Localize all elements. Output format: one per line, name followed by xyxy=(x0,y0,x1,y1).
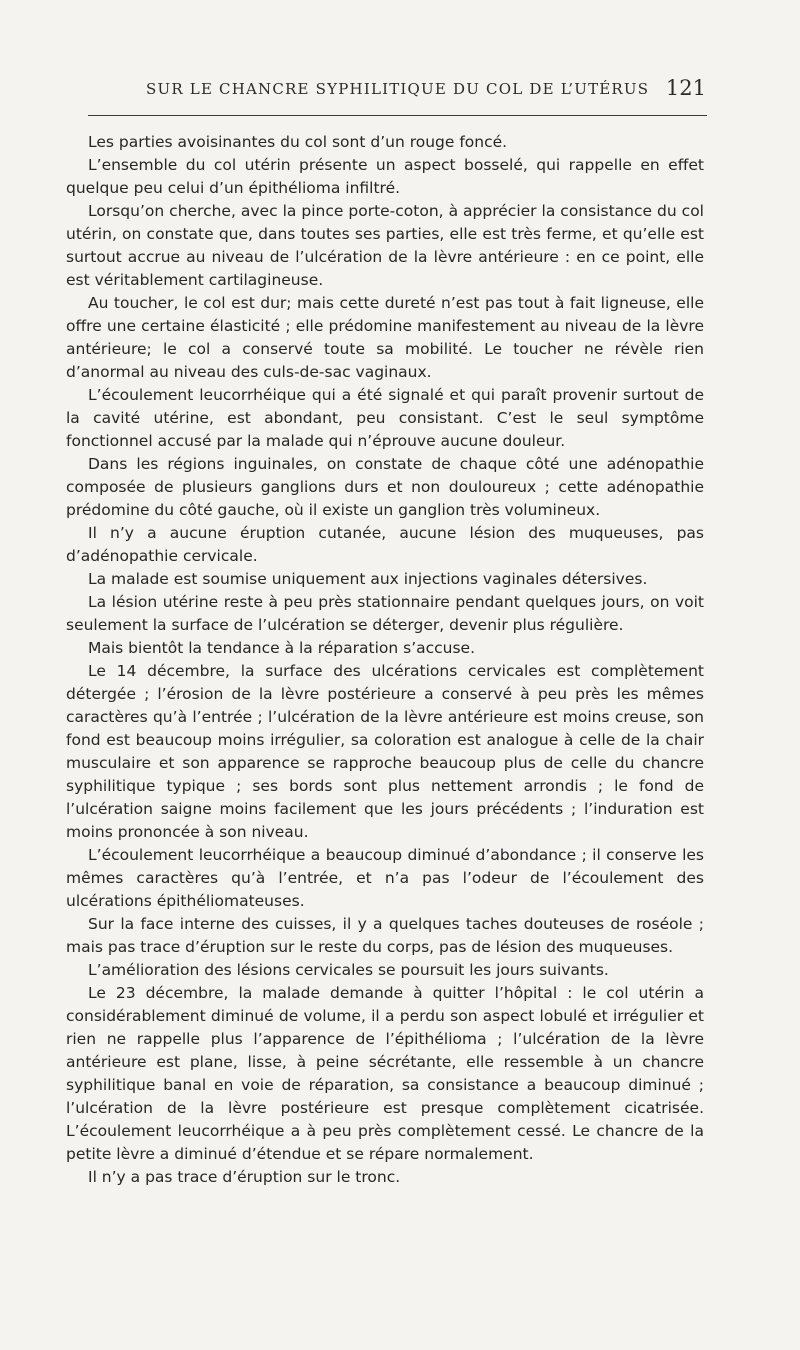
paragraph: Il n’y a pas trace d’éruption sur le tronc. xyxy=(88,1168,401,1186)
paragraph: Au toucher, le col est dur; mais cette dureté n’est pas tout à fait ligneuse, elle offre une certaine élasticité ; elle prédomine manifestement au niveau de la lèvre antérieure; le col a conservé toute sa mobilité. Le toucher ne révèle rien d’anormal au niveau des culs-de-sac vaginaux. xyxy=(66,294,704,381)
page-number: 121 xyxy=(665,76,706,100)
paragraph: Il n’y a aucune éruption cutanée, aucune lésion des muqueuses, pas d’adénopathie cervicale. xyxy=(66,524,704,565)
paragraph: Les parties avoisinantes du col sont d’un rouge foncé. xyxy=(88,133,508,151)
paragraph: L’ensemble du col utérin présente un aspect bosselé, qui rappelle en effet quelque peu celui d’un épithélioma infiltré. xyxy=(66,156,704,197)
paragraph: Le 14 décembre, la surface des ulcérations cervicales est complètement détergée ; l’érosion de la lèvre postérieure a conservé à peu près les mêmes caractères qu’à l’entrée ; l’ulcération de la lèvre antérieure est moins creuse, son fond est beaucoup moins irrégulier, sa coloration est analogue à celle de la chair musculaire et son apparence se rapproche beaucoup plus de celle du chancre syphilitique typique ; ses bords sont plus nettement arrondis ; le fond de l’ulcération saigne moins facilement que les jours précédents ; l’induration est moins prononcée à son niveau. xyxy=(66,662,704,841)
paragraph: Sur la face interne des cuisses, il y a quelques taches douteuses de roséole ; mais pas trace d’éruption sur le reste du corps, pas de lésion des muqueuses. xyxy=(66,915,704,956)
paragraph: La lésion utérine reste à peu près stationnaire pendant quelques jours, on voit seulement la surface de l’ulcération se déterger, devenir plus régulière. xyxy=(66,593,704,634)
paragraph: Dans les régions inguinales, on constate de chaque côté une adénopathie composée de plusieurs ganglions durs et non douloureux ; cette adénopathie prédomine du côté gauche, où il existe un ganglion très volumineux. xyxy=(66,455,704,519)
paragraph: Lorsqu’on cherche, avec la pince porte-coton, à apprécier la consistance du col utérin, on constate que, dans toutes ses parties, elle est très ferme, et qu’elle est surtout accrue au niveau de l’ulcération de la lèvre antérieure : en ce point, elle est véritablement cartilagineuse. xyxy=(66,202,704,289)
paragraph: L’écoulement leucorrhéique a beaucoup diminué d’abondance ; il conserve les mêmes caractères qu’à l’entrée, et n’a pas l’odeur de l’écoulement des ulcérations épithéliomateuses. xyxy=(66,846,704,910)
running-title: SUR LE CHANCRE SYPHILITIQUE DU COL DE L’UTÉRUS xyxy=(146,80,650,98)
paragraph: L’écoulement leucorrhéique qui a été signalé et qui paraît provenir surtout de la cavité utérine, est abondant, peu consistant. C’est le seul symptôme fonctionnel accusé par la malade qui n’éprouve aucune douleur. xyxy=(66,386,704,450)
body-text xyxy=(66,131,704,1189)
paragraph: Mais bientôt la tendance à la réparation s’accuse. xyxy=(88,639,476,657)
paragraph: Le 23 décembre, la malade demande à quitter l’hôpital : le col utérin a considérablement diminué de volume, il a perdu son aspect lobulé et irrégulier et rien ne rappelle plus l’apparence de l’épithélioma ; l’ulcération de la lèvre antérieure est plane, lisse, à peine sécrétante, elle ressemble à un chancre syphilitique banal en voie de réparation, sa consistance a beaucoup diminué ; l’ulcération de la lèvre postérieure est presque complètement cicatrisée. L’écoulement leucorrhéique a à peu près complètement cessé. Le chancre de la petite lèvre a diminué d’étendue et se répare normalement. xyxy=(66,984,704,1163)
paragraph: L’amélioration des lésions cervicales se poursuit les jours suivants. xyxy=(88,961,609,979)
header-rule xyxy=(88,115,707,116)
running-head xyxy=(66,76,706,106)
paragraph: La malade est soumise uniquement aux injections vaginales détersives. xyxy=(88,570,648,588)
